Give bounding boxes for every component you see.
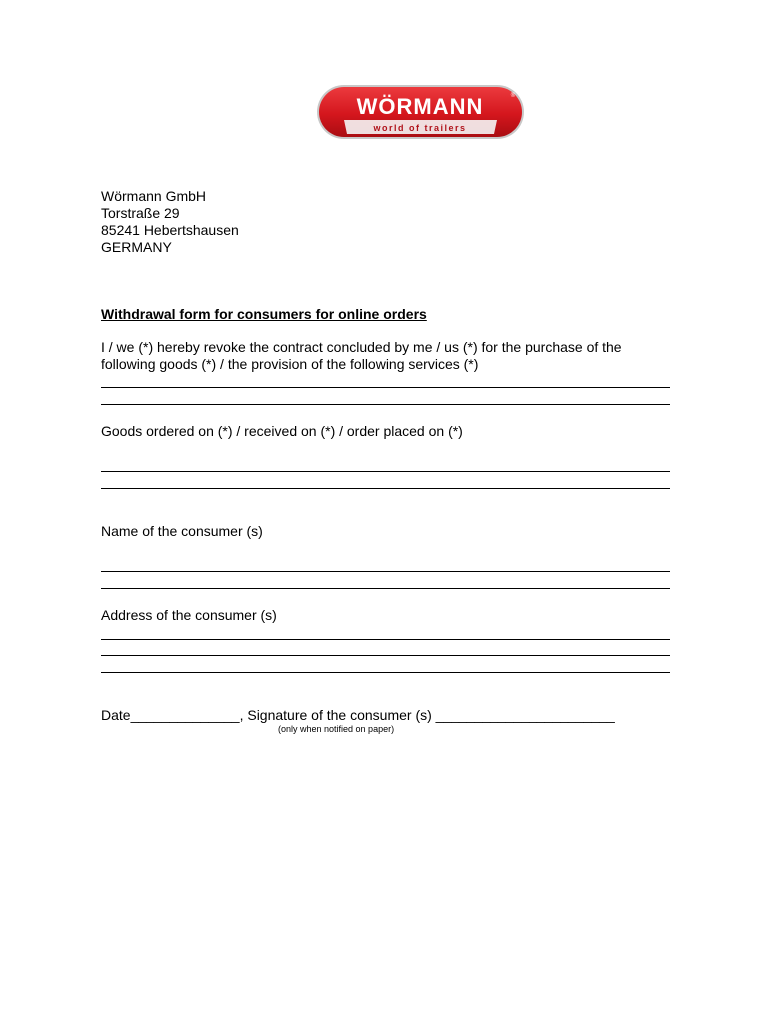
wormann-logo bbox=[316, 84, 525, 140]
date-entry-line-1[interactable] bbox=[101, 471, 670, 472]
consumer-name-label: Name of the consumer (s) bbox=[101, 523, 263, 539]
date-signature-row[interactable]: Date______________, Signature of the consumer (s) _______________________ bbox=[101, 707, 615, 723]
date-entry-line-2[interactable] bbox=[101, 488, 670, 489]
consumer-address-label: Address of the consumer (s) bbox=[101, 607, 277, 623]
address-entry-line-1[interactable] bbox=[101, 639, 670, 640]
revoke-statement bbox=[101, 339, 691, 373]
logo-brand-text: WÖRMANN bbox=[356, 94, 484, 119]
goods-ordered-label: Goods ordered on (*) / received on (*) / order placed on (*) bbox=[101, 423, 463, 439]
name-entry-line-2[interactable] bbox=[101, 588, 670, 589]
city: 85241 Hebertshausen bbox=[101, 222, 239, 238]
company-address bbox=[101, 188, 239, 256]
street: Torstraße 29 bbox=[101, 205, 180, 221]
logo-registered-mark: ® bbox=[510, 93, 516, 99]
logo-tagline: world of trailers bbox=[373, 123, 467, 133]
country: GERMANY bbox=[101, 239, 172, 255]
company-name: Wörmann GmbH bbox=[101, 188, 207, 204]
address-entry-line-3[interactable] bbox=[101, 672, 670, 673]
form-title: Withdrawal form for consumers for online orders bbox=[101, 306, 427, 322]
goods-entry-line-1[interactable] bbox=[101, 387, 670, 388]
goods-entry-line-2[interactable] bbox=[101, 404, 670, 405]
revoke-line-2: following goods (*) / the provision of the following services (*) bbox=[101, 356, 479, 372]
address-entry-line-2[interactable] bbox=[101, 655, 670, 656]
revoke-line-1: I / we (*) hereby revoke the contract concluded by me / us (*) for the purchase of the bbox=[101, 339, 622, 355]
signature-note: (only when notified on paper) bbox=[278, 724, 395, 734]
name-entry-line-1[interactable] bbox=[101, 571, 670, 572]
